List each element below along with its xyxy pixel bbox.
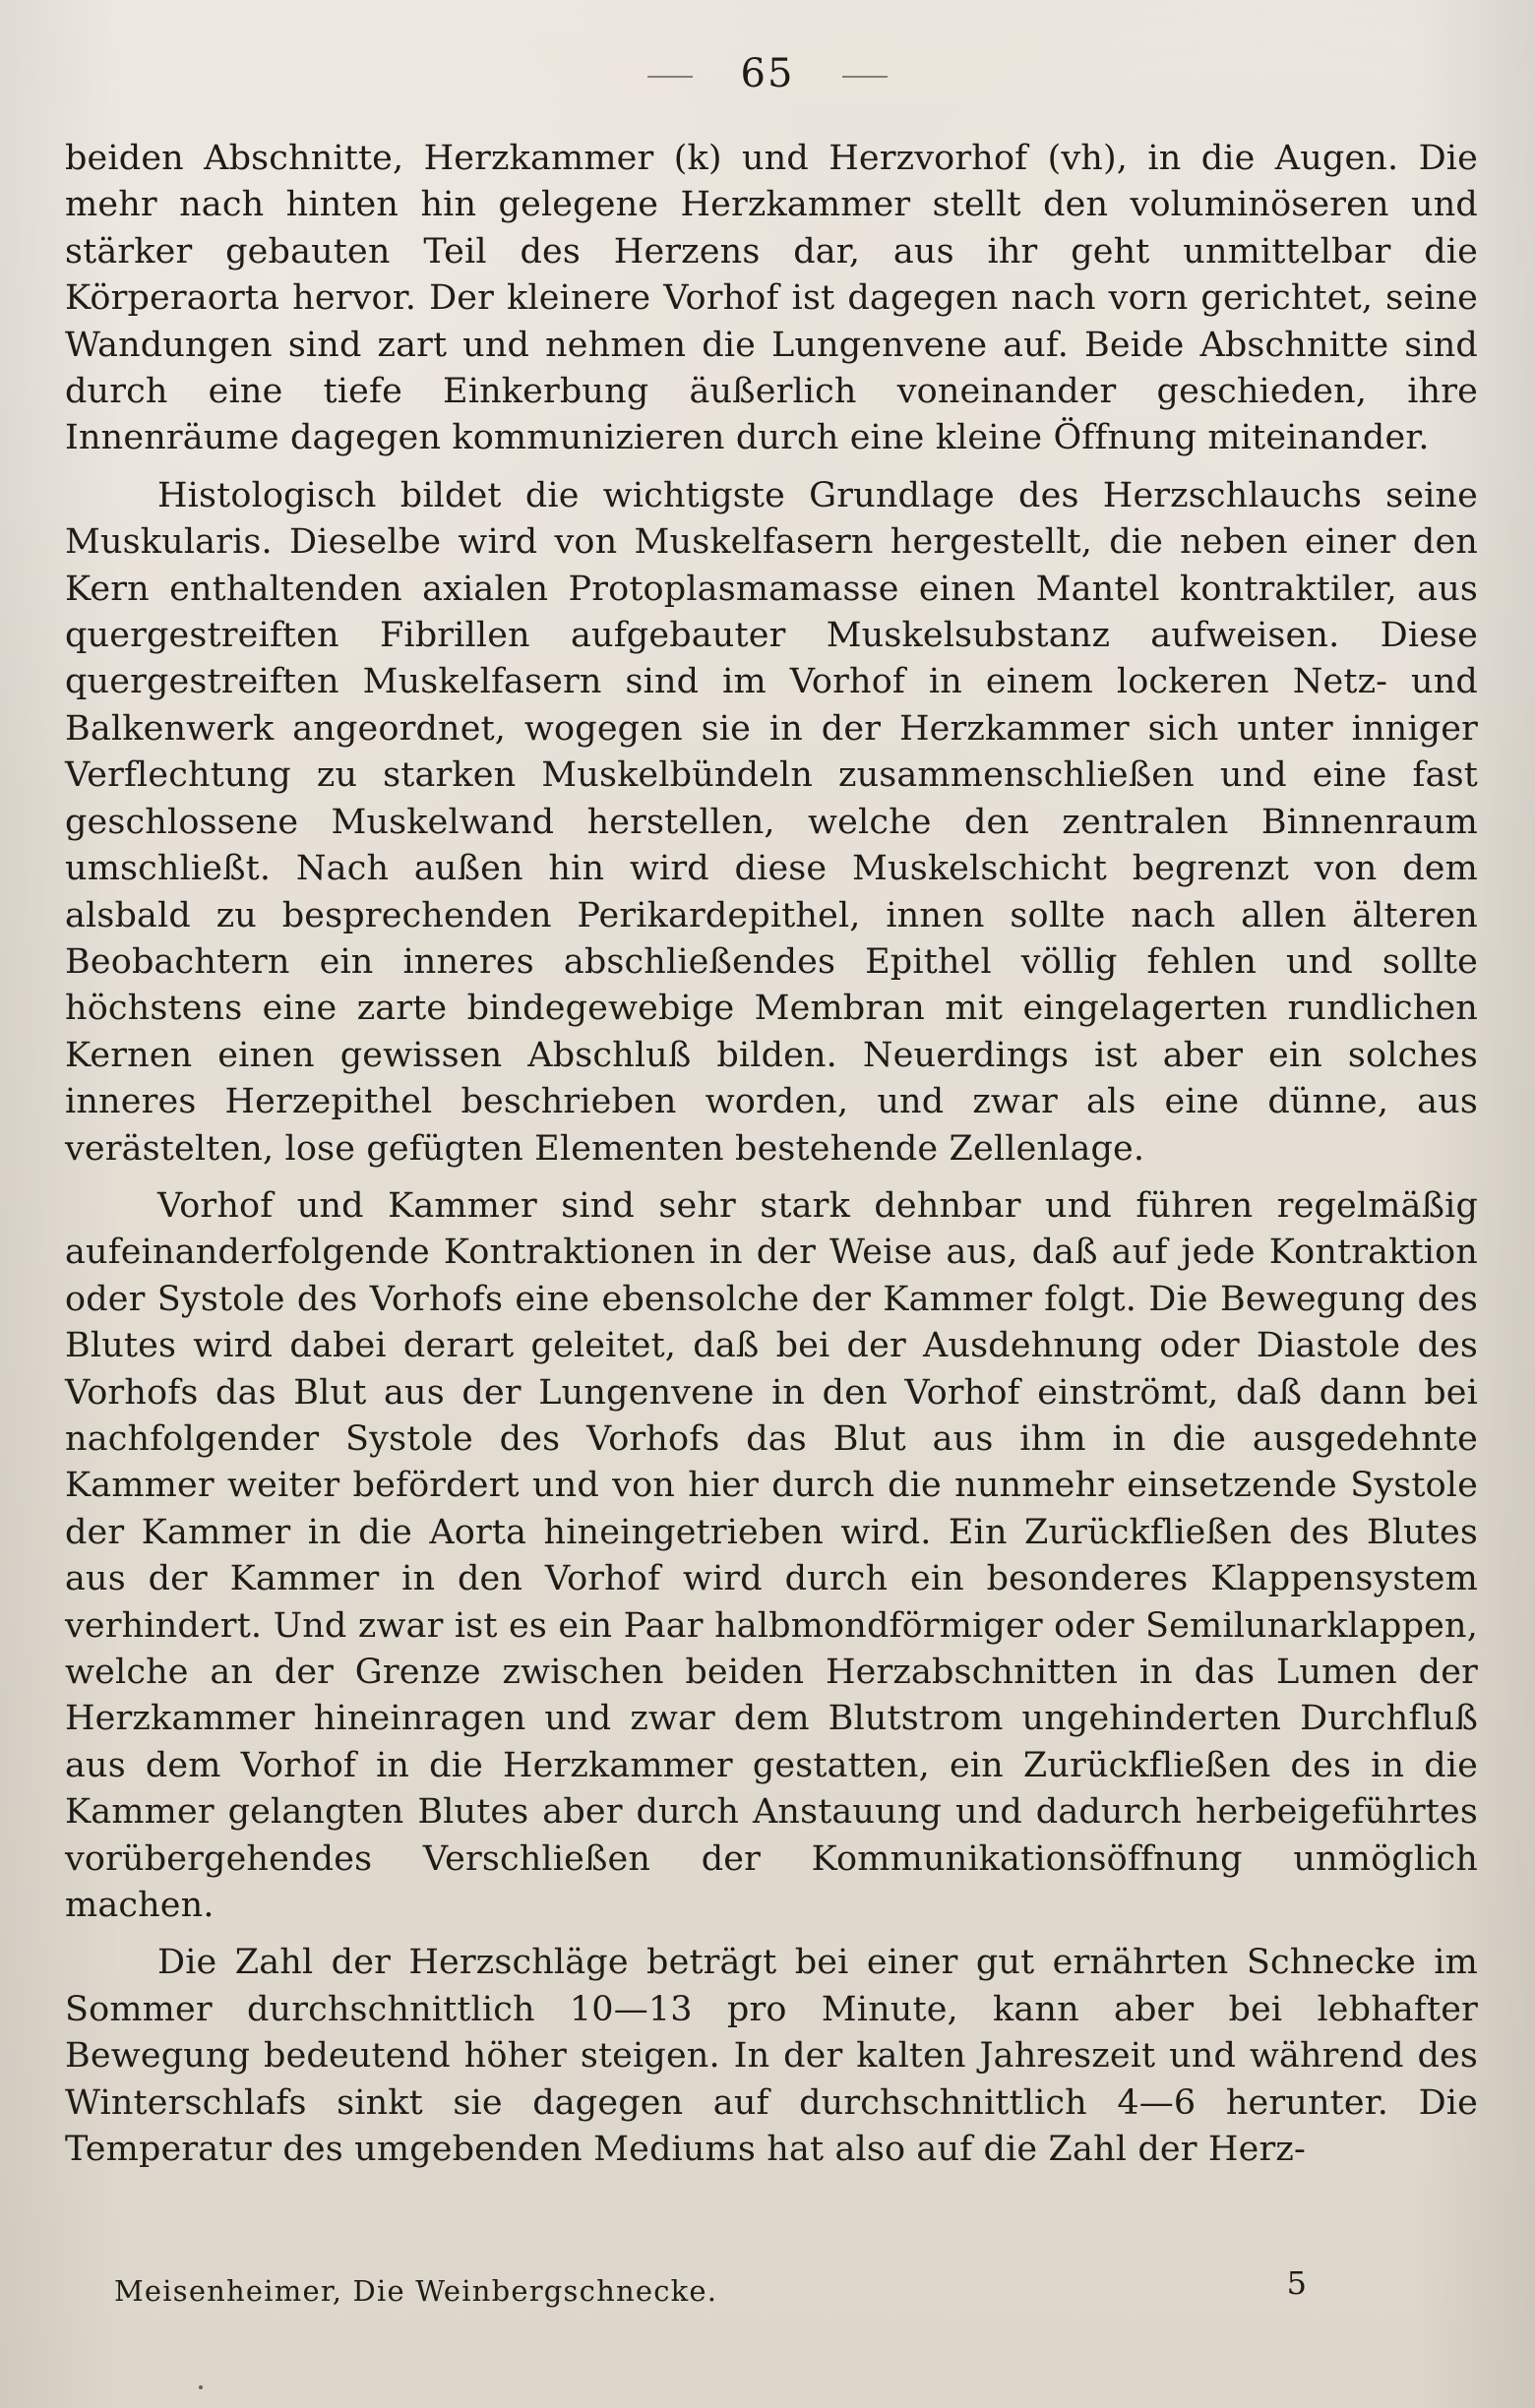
paragraph-4: Die Zahl der Herzschläge beträgt bei einer gut ernährten Schnecke im Sommer durchschnittlich 10—13 pro Minute, kann aber bei lebhafter Bewegung bedeutend höher steigen. In der kalten Jahreszeit und während des Winterschlafs sinkt sie dagegen auf durchschnittlich 4—6 herunter. Die Temperatur des umgebenden Mediums hat also auf die Zahl der Herz- (65, 1943, 1478, 2170)
page-number-left-dash (647, 76, 693, 78)
paragraph-2: Histologisch bildet die wichtigste Grundlage des Herzschlauchs seine Muskularis. Dieselbe wird von Muskelfasern hergestellt, die neben einer den Kern enthaltenden axialen Protoplasmamasse einen Mantel kontraktiler, aus quergestreiften Fibrillen aufgebauter Muskelsubstanz aufweisen. Diese quergestreiften Muskelfasern sind im Vorhof in einem lockeren Netz- und Balkenwerk angeordnet, wogegen sie in der Herzkammer sich unter inniger Verflechtung zu starken Muskelbündeln zusammenschließen und eine fast geschlossene Muskelwand herstellen, welche den zentralen Binnenraum umschließt. Nach außen hin wird diese Muskelschicht begrenzt von dem alsbald zu besprechenden Perikardepithel, innen sollte nach allen älteren Beobachtern ein inneres abschließendes Epithel völlig fehlen und sollte höchstens eine zarte bindegewebige Membran mit eingelagerten rundlichen Kernen einen gewissen Abschluß bilden. Neuerdings ist aber ein solches inneres Herzepithel beschrieben worden, und zwar als eine dünne, aus verästelten, lose gefügten Elementen bestehende Zellenlage. (65, 475, 1478, 1169)
page-number (0, 51, 1535, 96)
sheet-number: 5 (1286, 2264, 1307, 2302)
paper-speck (199, 2385, 203, 2389)
paragraph-1: beiden Abschnitte, Herzkammer (k) und Herzvorhof (vh), in die Augen. Die mehr nach hinten hin gelegene Herzkammer stellt den voluminöseren und stärker gebauten Teil des Herzens dar, aus ihr geht unmittelbar die Körperaorta hervor. Der kleinere Vorhof ist dagegen nach vorn gerichtet, seine Wandungen sind zart und nehmen die Lungenvene auf. Beide Abschnitte sind durch eine tiefe Einkerbung äußerlich voneinander geschieden, ihre Innenräume dagegen kommunizieren durch eine kleine Öffnung miteinander. (65, 139, 1478, 458)
page-number-text: 65 (740, 51, 795, 96)
paragraph-3: Vorhof und Kammer sind sehr stark dehnbar und führen regelmäßig aufeinanderfolgende Kontraktionen in der Weise aus, daß auf jede Kontraktion oder Systole des Vorhofs eine ebensolche der Kammer folgt. Die Bewegung des Blutes wird dabei derart geleitet, daß bei der Ausdehnung oder Diastole des Vorhofs das Blut aus der Lungenvene in den Vorhof einströmt, daß dann bei nachfolgender Systole des Vorhofs das Blut aus ihm in die ausgedehnte Kammer weiter befördert und von hier durch die nunmehr einsetzende Systole der Kammer in die Aorta hineingetrieben wird. Ein Zurückfließen des Blutes aus der Kammer in den Vorhof wird durch ein besonderes Klappensystem verhindert. Und zwar ist es ein Paar halbmondförmiger oder Semilunarklappen, welche an der Grenze zwischen beiden Herzabschnitten in das Lumen der Herzkammer hineinragen und zwar dem Blutstrom ungehinderten Durchfluß aus dem Vorhof in die Herzkammer gestatten, ein Zurückfließen des in die Kammer gelangten Blutes aber durch Anstauung und dadurch herbeigeführtes vorübergehendes Verschließen der Kommunikationsöffnung unmöglich machen. (65, 1185, 1478, 1926)
footer-author-title: Meisenheimer, Die Weinbergschnecke. (114, 2274, 718, 2308)
body-text (65, 136, 1478, 2173)
page-number-right-dash (842, 76, 888, 78)
